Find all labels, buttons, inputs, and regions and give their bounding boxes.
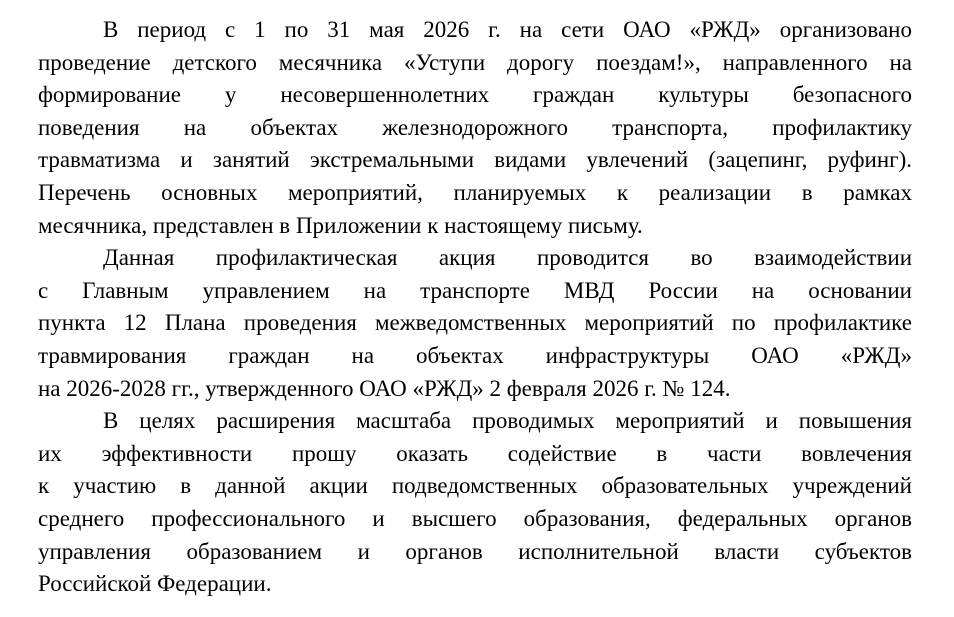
paragraph-2 [38, 242, 912, 405]
text-line: травмирования граждан на объектах инфраструктуры ОАО «РЖД» [38, 342, 912, 368]
text-line: формирование у несовершеннолетних граждан культуры безопасного [38, 82, 912, 108]
text-line: Перечень основных мероприятий, планируемых к реализации в рамках [38, 179, 912, 205]
text-line: поведения на объектах железнодорожного транспорта, профилактику [38, 114, 912, 140]
text-line: на 2026-2028 гг., утвержденного ОАО «РЖД» 2 февраля 2026 г. № 124. [38, 375, 731, 401]
text-line: с Главным управлением на транспорте МВД России на основании [38, 277, 912, 303]
paragraph-1 [38, 14, 912, 242]
text-line: месячника, представлен в Приложении к настоящему письму. [38, 212, 643, 238]
text-line: В целях расширения масштаба проводимых мероприятий и повышения [103, 408, 912, 434]
text-line: к участию в данной акции подведомственных образовательных учреждений [38, 473, 912, 499]
paragraph-3 [38, 405, 912, 601]
text-line: В период с 1 по 31 мая 2026 г. на сети ОАО «РЖД» организовано [103, 17, 912, 42]
text-line: среднего профессионального и высшего образования, федеральных органов [38, 505, 912, 531]
text-line: их эффективности прошу оказать содействие в части вовлечения [38, 440, 912, 466]
letter-body [38, 14, 912, 601]
text-line: Российской Федерации. [38, 571, 272, 597]
text-line: управления образованием и органов исполнительной власти субъектов [38, 538, 912, 564]
text-line: травматизма и занятий экстремальными видами увлечений (зацепинг, руфинг). [38, 147, 912, 173]
text-line: пункта 12 Плана проведения межведомственных мероприятий по профилактике [38, 310, 912, 336]
text-line: Данная профилактическая акция проводится во взаимодействии [103, 245, 912, 271]
text-line: проведение детского месячника «Уступи дорогу поездам!», направленного на [38, 49, 912, 75]
